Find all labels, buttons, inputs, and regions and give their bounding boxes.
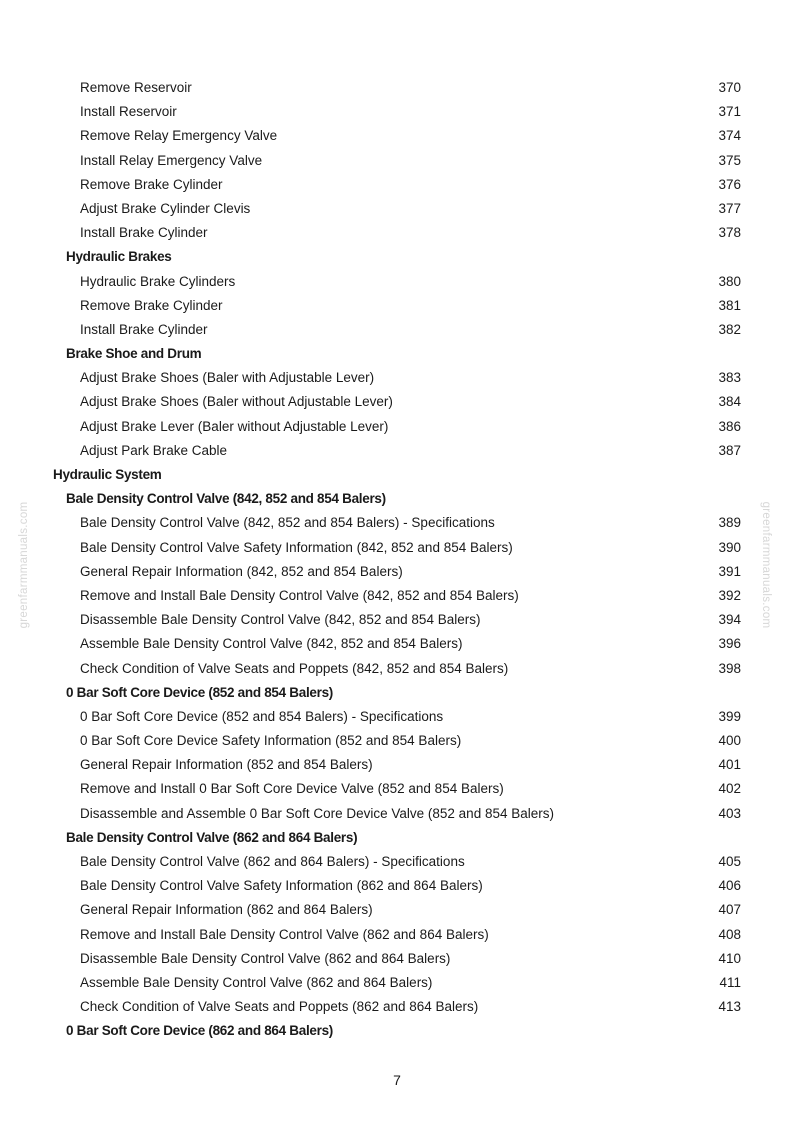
toc-entry-page: 376 bbox=[718, 176, 741, 192]
toc-entry-page: 390 bbox=[718, 539, 741, 555]
toc-entry-title: Bale Density Control Valve Safety Information (862 and 864 Balers) bbox=[80, 878, 483, 894]
toc-entry-page: 380 bbox=[718, 273, 741, 289]
toc-entry-title: Bale Density Control Valve Safety Information (842, 852 and 854 Balers) bbox=[80, 539, 513, 555]
toc-entry-page: 408 bbox=[718, 926, 741, 942]
toc-entry-page: 396 bbox=[718, 636, 741, 652]
toc-entry[interactable] bbox=[0, 802, 794, 826]
toc-entry[interactable] bbox=[0, 947, 794, 971]
toc-entry-title: Assemble Bale Density Control Valve (862 and 864 Balers) bbox=[80, 974, 433, 990]
toc-entry-title: Install Brake Cylinder bbox=[80, 225, 208, 241]
toc-entry-title: Remove Brake Cylinder bbox=[80, 176, 223, 192]
toc-entry-title: Adjust Brake Shoes (Baler without Adjustable Lever) bbox=[80, 394, 393, 410]
toc-entry[interactable] bbox=[0, 536, 794, 560]
toc-entry-page: 374 bbox=[718, 128, 741, 144]
toc-entry[interactable] bbox=[0, 608, 794, 632]
toc-entry-page: 383 bbox=[718, 370, 741, 386]
toc-entry[interactable] bbox=[0, 874, 794, 898]
toc-entry[interactable] bbox=[0, 100, 794, 124]
toc-entry-page: 392 bbox=[718, 587, 741, 603]
watermark-left: greenfarmmanuals.com bbox=[18, 501, 30, 629]
toc-entry-page: 407 bbox=[718, 902, 741, 918]
toc-entry-title: Remove and Install Bale Density Control Valve (842, 852 and 854 Balers) bbox=[80, 587, 519, 603]
toc-entry-title: Remove Brake Cylinder bbox=[80, 297, 223, 313]
toc-entry-page: 403 bbox=[718, 805, 741, 821]
toc-entry-title: Brake Shoe and Drum bbox=[66, 346, 202, 362]
toc-entry-page: 401 bbox=[718, 757, 741, 773]
watermark-right: greenfarmmanuals.com bbox=[760, 501, 772, 629]
toc-entry-title: Hydraulic Brake Cylinders bbox=[80, 273, 236, 289]
toc-entry-title: Adjust Brake Lever (Baler without Adjustable Lever) bbox=[80, 418, 389, 434]
toc-entry-title: Disassemble Bale Density Control Valve (862 and 864 Balers) bbox=[80, 950, 451, 966]
toc-entry-page: 377 bbox=[718, 200, 741, 216]
toc-entry-title: General Repair Information (842, 852 and 854 Balers) bbox=[80, 563, 403, 579]
toc-entry-page: 391 bbox=[718, 563, 741, 579]
toc-entry-title: Adjust Brake Shoes (Baler with Adjustable Lever) bbox=[80, 370, 375, 386]
toc-entry-title: Remove Relay Emergency Valve bbox=[80, 128, 278, 144]
toc-entry[interactable] bbox=[0, 366, 794, 390]
toc-entry[interactable] bbox=[0, 705, 794, 729]
toc-entry[interactable] bbox=[0, 270, 794, 294]
toc-entry-page: 411 bbox=[719, 974, 741, 990]
toc-entry-page: 405 bbox=[718, 854, 741, 869]
toc-entry-title: Remove and Install Bale Density Control Valve (862 and 864 Balers) bbox=[80, 926, 489, 942]
toc-entry-title: Adjust Brake Cylinder Clevis bbox=[80, 200, 251, 216]
toc-entry[interactable] bbox=[0, 729, 794, 753]
toc-entry-title: 0 Bar Soft Core Device (852 and 854 Balers) - Specifications bbox=[80, 708, 444, 724]
toc-entry[interactable] bbox=[0, 850, 794, 874]
toc-entry-page: 384 bbox=[718, 394, 741, 410]
toc-entry-title: Check Condition of Valve Seats and Poppets (842, 852 and 854 Balers) bbox=[80, 660, 509, 676]
toc-entry-title: Disassemble and Assemble 0 Bar Soft Core Device Valve (852 and 854 Balers) bbox=[80, 805, 554, 821]
toc-entry-title: General Repair Information (852 and 854 Balers) bbox=[80, 757, 373, 773]
toc-entry[interactable] bbox=[0, 753, 794, 777]
toc-entry-title: Hydraulic Brakes bbox=[66, 249, 172, 265]
toc-entry-title: Install Brake Cylinder bbox=[80, 321, 208, 337]
toc-entry-page: 387 bbox=[718, 442, 741, 458]
toc-entry-page: 410 bbox=[718, 950, 741, 966]
toc-entry[interactable] bbox=[0, 294, 794, 318]
toc-entry[interactable] bbox=[0, 149, 794, 173]
toc-entry-title: Assemble Bale Density Control Valve (842, 852 and 854 Balers) bbox=[80, 636, 463, 652]
toc-entry-title: Bale Density Control Valve (842, 852 and 854 Balers) - Specifications bbox=[80, 515, 495, 531]
toc-entry-page: 382 bbox=[718, 321, 741, 337]
toc-entry-title: Bale Density Control Valve (842, 852 and 854 Balers) bbox=[66, 491, 386, 507]
toc-entry-title: Hydraulic System bbox=[53, 467, 162, 482]
toc-entry-title: Bale Density Control Valve (862 and 864 Balers) bbox=[66, 829, 358, 845]
toc-entry[interactable] bbox=[0, 76, 794, 100]
toc-entry-page: 381 bbox=[718, 297, 741, 313]
toc-section-heading[interactable] bbox=[0, 342, 794, 366]
toc-entry-title: Adjust Park Brake Cable bbox=[80, 442, 228, 458]
toc-entry-title: 0 Bar Soft Core Device (852 and 854 Balers) bbox=[66, 684, 333, 700]
toc-entry[interactable] bbox=[0, 439, 794, 463]
page-number: 7 bbox=[393, 1072, 401, 1088]
toc-entry-title: Check Condition of Valve Seats and Poppets (862 and 864 Balers) bbox=[80, 999, 479, 1015]
toc-entry-page: 400 bbox=[718, 733, 741, 749]
toc-entry[interactable] bbox=[0, 923, 794, 947]
toc-entry[interactable] bbox=[0, 390, 794, 414]
toc-entry[interactable] bbox=[0, 511, 794, 535]
toc-entry-title: 0 Bar Soft Core Device Safety Information (852 and 854 Balers) bbox=[80, 733, 462, 749]
toc-entry[interactable] bbox=[0, 584, 794, 608]
toc-section-heading[interactable] bbox=[0, 826, 794, 850]
toc-entry-title: Bale Density Control Valve (862 and 864 Balers) - Specifications bbox=[80, 854, 465, 869]
toc-entry-page: 375 bbox=[718, 152, 741, 168]
toc-entry-page: 398 bbox=[718, 660, 741, 676]
toc-section-heading[interactable] bbox=[0, 487, 794, 511]
toc-entry-title: General Repair Information (862 and 864 Balers) bbox=[80, 902, 373, 918]
toc-entry[interactable] bbox=[0, 124, 794, 148]
toc-section-heading[interactable] bbox=[0, 681, 794, 705]
toc-entry[interactable] bbox=[0, 898, 794, 922]
toc-entry-title: 0 Bar Soft Core Device (862 and 864 Balers) bbox=[66, 1023, 333, 1039]
toc-entry[interactable] bbox=[0, 221, 794, 245]
toc-entry[interactable] bbox=[0, 971, 794, 995]
toc-entry[interactable] bbox=[0, 657, 794, 681]
toc-entry[interactable] bbox=[0, 415, 794, 439]
toc-entry[interactable] bbox=[0, 173, 794, 197]
toc-section-heading[interactable] bbox=[0, 1019, 794, 1043]
toc-entry-page: 394 bbox=[718, 612, 741, 628]
toc-entry-title: Remove and Install 0 Bar Soft Core Device Valve (852 and 854 Balers) bbox=[80, 781, 504, 797]
toc-entry-page: 413 bbox=[718, 999, 741, 1015]
toc-entry-page: 370 bbox=[718, 80, 741, 95]
toc-entry-title: Install Relay Emergency Valve bbox=[80, 152, 263, 168]
toc-entry[interactable] bbox=[0, 632, 794, 656]
toc-entry-title: Remove Reservoir bbox=[80, 80, 192, 95]
toc-entry[interactable] bbox=[0, 995, 794, 1019]
toc-entry-page: 378 bbox=[718, 225, 741, 241]
toc-section-heading[interactable] bbox=[0, 463, 794, 487]
toc-entry[interactable] bbox=[0, 777, 794, 801]
toc-entry-page: 402 bbox=[718, 781, 741, 797]
toc-entry-page: 389 bbox=[718, 515, 741, 531]
toc-entry-page: 386 bbox=[718, 418, 741, 434]
toc-entry[interactable] bbox=[0, 197, 794, 221]
toc-entry-title: Install Reservoir bbox=[80, 104, 177, 120]
table-of-contents bbox=[0, 76, 794, 1044]
toc-entry[interactable] bbox=[0, 560, 794, 584]
toc-entry-page: 399 bbox=[718, 708, 741, 724]
toc-entry-page: 406 bbox=[718, 878, 741, 894]
toc-entry[interactable] bbox=[0, 318, 794, 342]
toc-entry-page: 371 bbox=[718, 104, 741, 120]
toc-entry-title: Disassemble Bale Density Control Valve (842, 852 and 854 Balers) bbox=[80, 612, 481, 628]
toc-section-heading[interactable] bbox=[0, 245, 794, 269]
